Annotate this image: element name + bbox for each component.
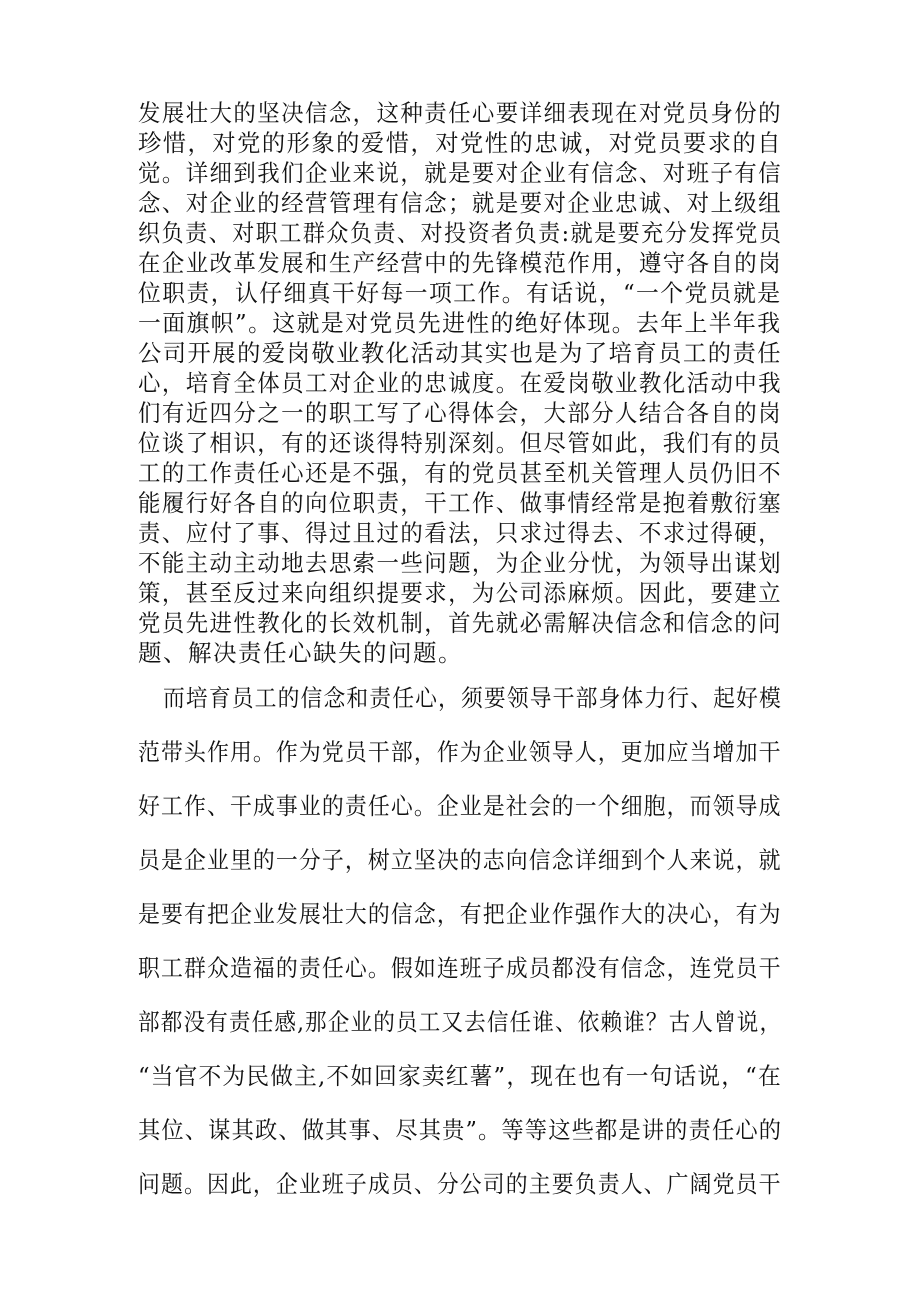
- paragraph-2-line: 部都没有责任感,那企业的员工又去信任谁、依赖谁？古人曾说，: [138, 1008, 783, 1036]
- paragraph-2-line: 是要有把企业发展壮大的信念，有把企业作强作大的决心，有为: [138, 900, 782, 928]
- paragraph-2-line: 其位、谋其政、做其事、尽其贵”。等等这些都是讲的责任心的: [138, 1116, 783, 1144]
- paragraph-1-line: 一面旗帜”。这就是对党员先进性的绝好体现。去年上半年我: [138, 309, 782, 337]
- paragraph-2-line: 问题。因此，企业班子成员、分公司的主要负责人、广阔党员干: [138, 1170, 782, 1198]
- paragraph-1-line: 觉。详细到我们企业来说，就是要对企业有信念、对班子有信: [138, 159, 783, 187]
- paragraph-2-line: 而培育员工的信念和责任心，须要领导干部身体力行、起好模: [163, 684, 782, 712]
- paragraph-1-line: 工的工作责任心还是不强，有的党员甚至机关管理人员仍旧不: [138, 459, 783, 487]
- paragraph-1-line: 责、应付了事、得过且过的看法，只求过得去、不求过得硬，: [138, 519, 783, 547]
- paragraph-1-line: 珍惜，对党的形象的爱惜，对党性的忠诚，对党员要求的自: [138, 129, 783, 157]
- paragraph-1-line: 策，甚至反过来向组织提要求，为公司添麻烦。因此，要建立: [138, 579, 783, 607]
- paragraph-2-line: 职工群众造福的责任心。假如连班子成员都没有信念，连党员干: [138, 954, 782, 982]
- paragraph-1-line: 不能主动主动地去思索一些问题，为企业分忧，为领导出谋划: [138, 549, 783, 577]
- paragraph-2-line: “当官不为民做主,不如回家卖红薯”，现在也有一句话说，“在: [138, 1062, 782, 1090]
- paragraph-1-line: 能履行好各自的向位职责，干工作、做事情经常是抱着敷衍塞: [138, 489, 783, 517]
- paragraph-2-line: 好工作、干成事业的责任心。企业是社会的一个细胞，而领导成: [138, 792, 782, 820]
- paragraph-2-line: 范带头作用。作为党员干部，作为企业领导人，更加应当增加干: [138, 738, 782, 766]
- paragraph-1-line: 在企业改革发展和生产经营中的先锋模范作用，遵守各自的岗: [138, 249, 783, 277]
- paragraph-1-line: 织负责、对职工群众负责、对投资者负责:就是要充分发挥党员: [138, 219, 783, 247]
- paragraph-1-line: 位职责，认仔细真干好每一项工作。有话说，“一个党员就是: [138, 279, 782, 307]
- paragraph-1-line: 发展壮大的坚决信念，这种责任心要详细表现在对党员身份的: [138, 99, 783, 127]
- paragraph-1-line: 们有近四分之一的职工写了心得体会，大部分人结合各自的岗: [138, 399, 783, 427]
- paragraph-2-line: 员是企业里的一分子，树立坚决的志向信念详细到个人来说，就: [138, 846, 782, 874]
- paragraph-1-line: 公司开展的爱岗敬业教化活动其实也是为了培育员工的责任: [138, 339, 783, 367]
- paragraph-1-line: 题、解决责任心缺失的问题。: [138, 639, 463, 667]
- paragraph-1-line: 位谈了相识，有的还谈得特别深刻。但尽管如此，我们有的员: [138, 429, 783, 457]
- paragraph-1-line: 党员先进性教化的长效机制，首先就必需解决信念和信念的问: [138, 609, 783, 637]
- paragraph-1-line: 心，培育全体员工对企业的忠诚度。在爱岗敬业教化活动中我: [138, 369, 783, 397]
- paragraph-1-line: 念、对企业的经营管理有信念；就是要对企业忠诚、对上级组: [138, 189, 783, 217]
